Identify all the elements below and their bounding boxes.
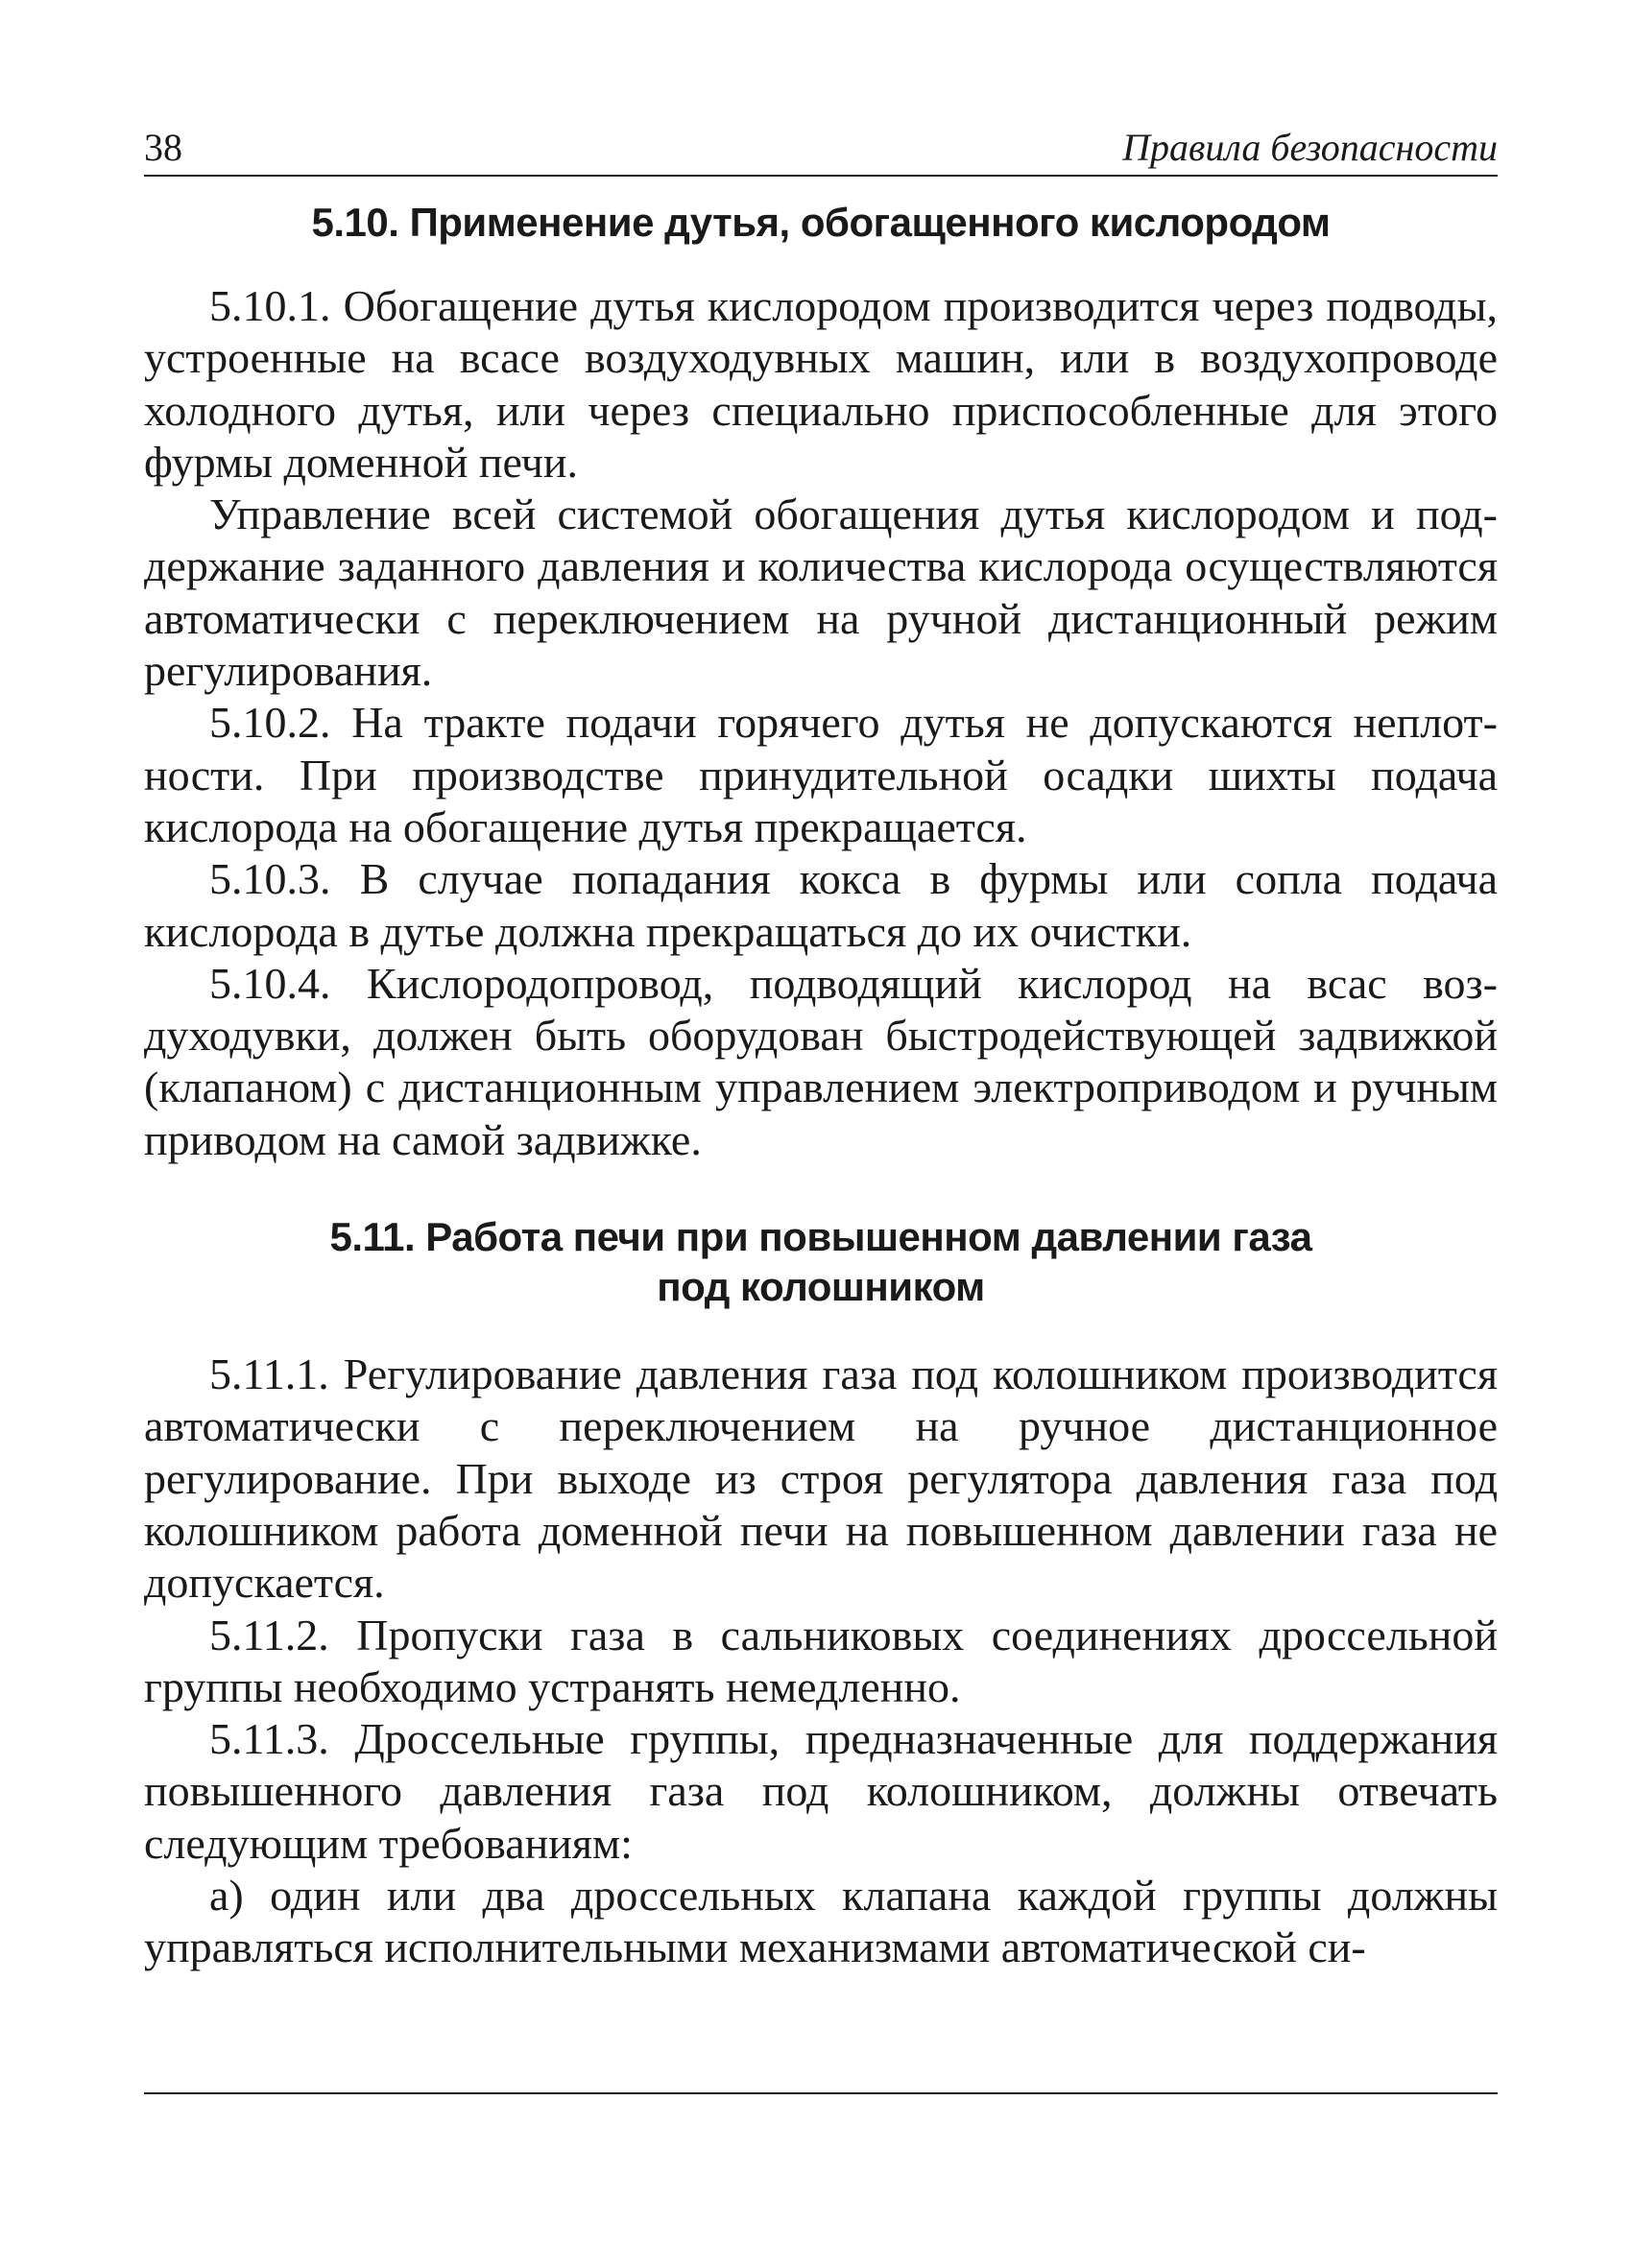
page [144,125,1498,1974]
page-header [144,125,1498,177]
paragraph-5-10-1: 5.10.1. Обогащение дутья кислородом производится через подводы, устроенные на всасе воздуходувных машин, или в воздухопроводе холодного дутья, или через специально приспособленные для этого фурмы доменной печи. [144,281,1498,487]
section-heading-5-11-line1: 5.11. Работа печи при повышенном давлении газа [329,1214,1312,1260]
section-heading-5-10: 5.10. Применение дутья, обогащенного кислородом [311,200,1331,245]
paragraph-5-11-1: 5.11.1. Регулирование давления газа под колошником производится автоматически с переключением на ручное дистанционное регулирование. При выходе из строя регулятора давления газа под колошником работа доменной печи на повышенном давлении газа не допускается. [144,1349,1498,1608]
section-heading-5-11 [144,1212,1498,1312]
running-title: Правила безопасности [1122,126,1498,169]
paragraph-5-10-4: 5.10.4. Кислородопровод, подводящий кислород на всас воздуходувки, должен быть оборудован быстродействующей задвижкой (клапаном) с дистанционным управлением электроприводом и ручным приводом на самой задвижке. [144,958,1498,1164]
section-heading-5-11-line2: под колошником [657,1264,985,1310]
paragraph-5-11-3: 5.11.3. Дроссельные группы, предназначенные для поддержания повышенного давления газа под колошником, должны отвечать следующим требованиям: [144,1714,1498,1868]
paragraph-5-11-2: 5.11.2. Пропуски газа в сальниковых соединениях дроссельной группы необходимо устранять немедленно. [144,1610,1498,1711]
paragraph-5-10-3: 5.10.3. В случае попадания кокса в фурмы или сопла подача кислорода в дутье должна прекращаться до их очистки. [144,854,1498,956]
paragraph-5-11-3-a: а) один или два дроссельных клапана каждой группы должны управляться исполнительными механизмами автоматической си- [144,1871,1498,1972]
paragraph-5-10-2: 5.10.2. На тракте подачи горячего дутья не допускаются неплотности. При производстве принудительной осадки шихты подача кислорода на обогащение дутья прекращается. [144,698,1498,851]
footer-rule [144,2092,1498,2094]
page-number: 38 [144,126,182,169]
paragraph-5-10-1-cont: Управление всей системой обогащения дутья кислородом и поддержание заданного давления и количества кислорода осуществляются автоматически с переключением на ручной дистанционный режим регулирования. [144,489,1498,696]
